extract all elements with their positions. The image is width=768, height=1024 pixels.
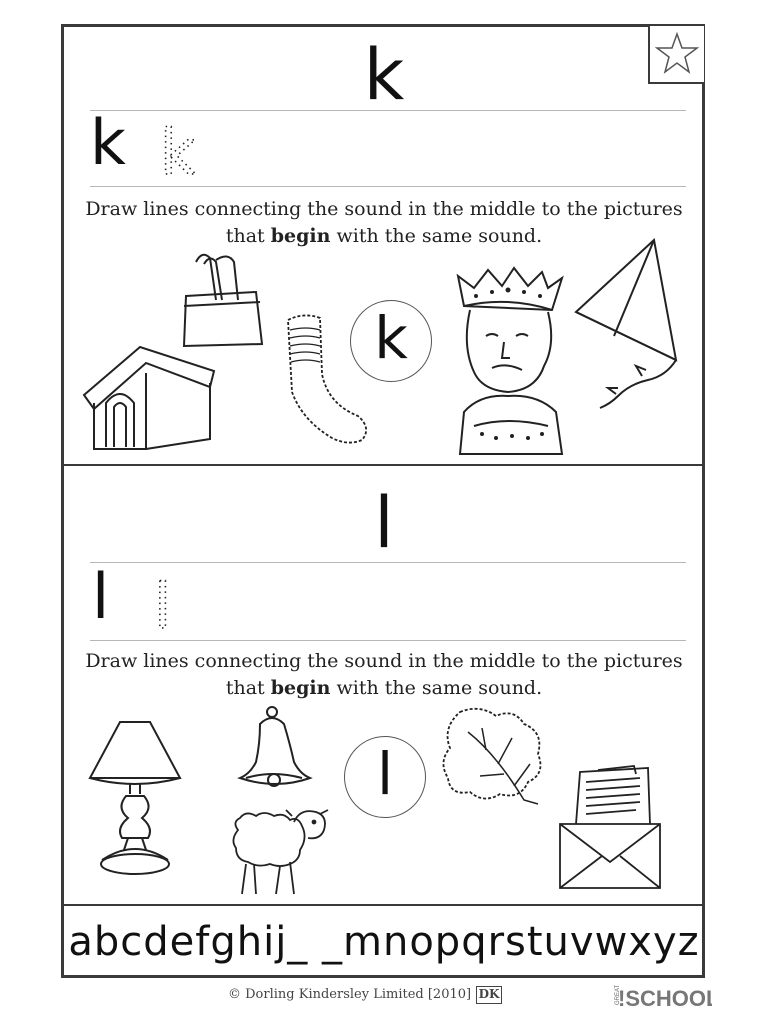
section-l-sound-circle: l — [344, 736, 426, 818]
section-divider — [62, 464, 704, 466]
section-k-model-letter: k — [90, 106, 126, 179]
section-l-trace-letter — [152, 566, 182, 632]
kite-icon — [570, 236, 686, 412]
section-k-trace-letter — [158, 112, 198, 178]
svg-text:k: k — [160, 116, 196, 178]
greatschools-logo — [608, 980, 712, 1014]
section-l-title-letter: l — [374, 482, 394, 564]
king-icon — [452, 266, 572, 458]
letters-icon — [556, 764, 666, 896]
bell-icon — [236, 704, 316, 792]
section-k-title-letter: k — [363, 34, 405, 116]
section-l-instructions: Draw lines connecting the sound in the middle to the pictures that begin with the same sound. — [85, 650, 683, 699]
rule-line — [90, 640, 686, 641]
doghouse-icon — [80, 343, 218, 453]
alphabet-divider — [62, 904, 704, 906]
section-k-sound-circle: k — [350, 300, 432, 382]
svg-text:GREAT: GREAT — [615, 984, 621, 1005]
rule-line — [90, 110, 686, 111]
lamp-icon — [86, 718, 184, 884]
leaf-icon — [440, 704, 548, 808]
svg-text:!SCHOOLS: !SCHOO — [618, 986, 706, 1010]
dk-logo: DK — [476, 986, 502, 1004]
lamb-icon — [228, 806, 330, 898]
section-k-instructions: Draw lines connecting the sound in the middle to the pictures that begin with the same sound. — [85, 198, 683, 247]
handbag-icon — [176, 250, 268, 350]
section-l-model-letter: l — [92, 560, 110, 633]
rule-line — [90, 186, 686, 187]
svg-text:l: l — [154, 570, 172, 632]
alphabet-strip: abcdefghij_ _mnopqrstuvwxyz — [68, 919, 700, 965]
rule-line — [90, 562, 686, 563]
copyright-text: © Dorling Kindersley Limited [2010] — [228, 987, 472, 1002]
